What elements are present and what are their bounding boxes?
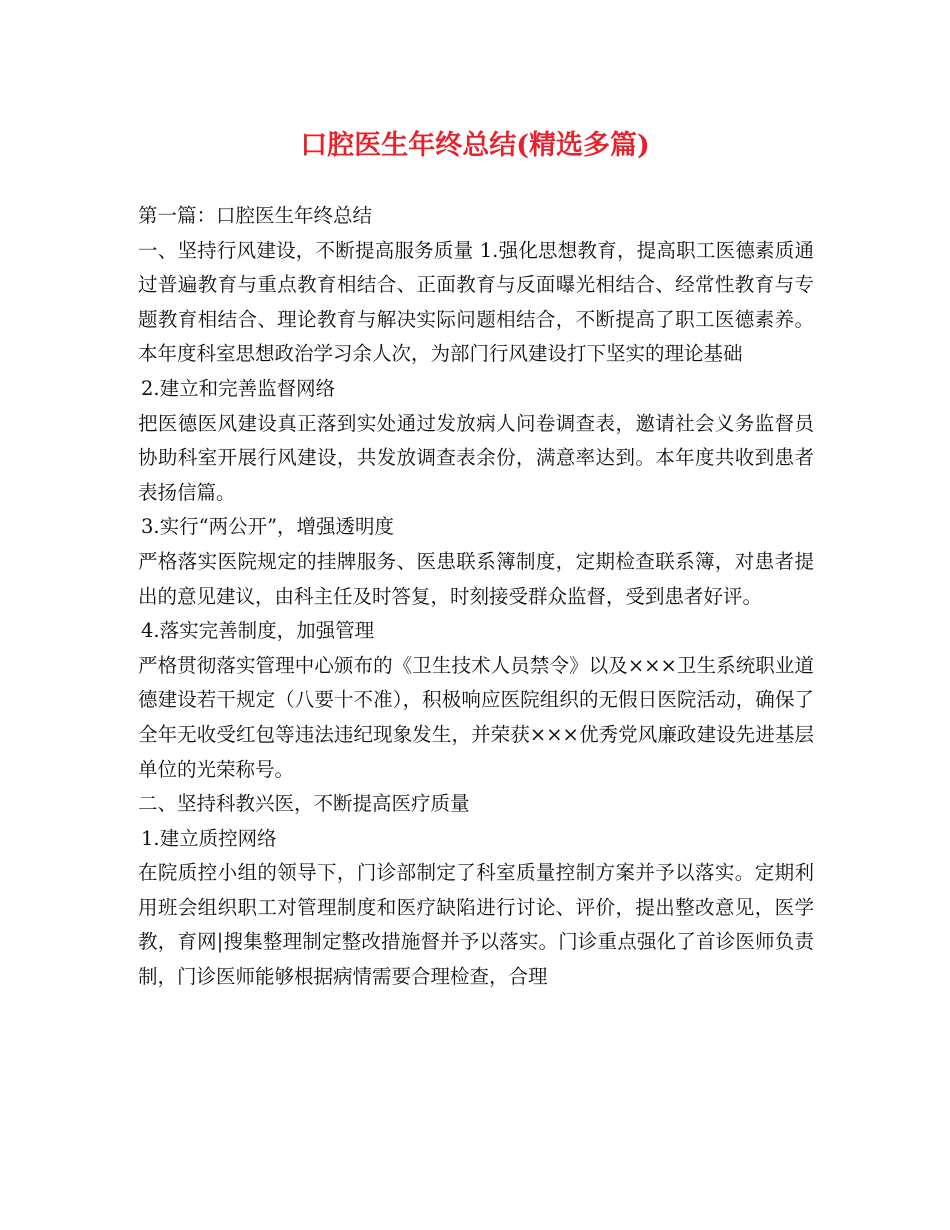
document-title: 口腔医生年终总结(精选多篇) (300, 130, 650, 161)
paragraph-subheading-2: 2.建立和完善监督网络 (141, 376, 336, 400)
paragraph-body: 在院质控小组的领导下，门诊部制定了科室质量控制方案并予以落实。定期利用班会组织职工对管理制度和医疗缺陷进行讨论、评价，提出整改意见，医学教，育网|搜集整理制定整改措施督并予以落实。门诊重点强化了首诊医师负责制，门诊医师能够根据病情需要合理检查，合理 (138, 861, 814, 989)
paragraph-body: 严格落实医院规定的挂牌服务、医患联系簿制度，定期检查联系簿，对患者提出的意见建议，由科主任及时答复，时刻接受群众监督，受到患者好评。 (138, 549, 814, 608)
paragraph-part-heading: 第一篇：口腔医生年终总结 (138, 204, 373, 227)
document-body (138, 199, 814, 995)
paragraph-body: 把医德医风建设真正落到实处通过发放病人问卷调查表，邀请社会义务监督员协助科室开展行风建设，共发放调查表余份，满意率达到。本年度共收到患者表扬信篇。 (138, 411, 814, 504)
paragraph-section-one: 一、坚持行风建设，不断提高服务质量 1.强化思想教育，提高职工医德素质通过普遍教育与重点教育相结合、正面教育与反面曝光相结合、经常性教育与专题教育相结合、理论教育与解决实际问题相结合，不断提高了职工医德素养。本年度科室思想政治学习余人次，为部门行风建设打下坚实的理论基础 (138, 238, 814, 366)
paragraph-subheading-3: 3.实行“两公开”，增强透明度 (141, 515, 395, 539)
paragraph-subheading-4: 4.落实完善制度，加强管理 (141, 619, 375, 643)
paragraph-body: 严格贯彻落实管理中心颁布的《卫生技术人员禁令》以及×××卫生系统职业道德建设若干规定（八要十不准），积极响应医院组织的无假日医院活动，确保了全年无收受红包等违法违纪现象发生，并荣获×××优秀党风廉政建设先进基层单位的光荣称号。 (138, 653, 814, 781)
paragraph-subheading-1: 1.建立质控网络 (141, 826, 277, 850)
paragraph-section-two: 二、坚持科教兴医，不断提高医疗质量 (138, 792, 470, 816)
